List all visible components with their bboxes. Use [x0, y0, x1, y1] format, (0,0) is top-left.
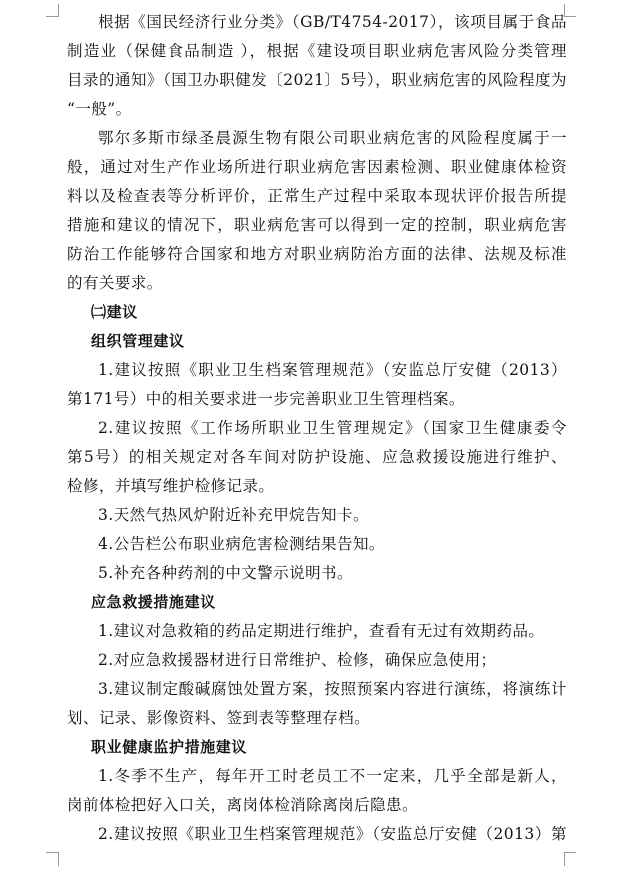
text-line: 般，通过对生产作业场所进行职业病危害因素检测、职业健康体检资	[67, 158, 567, 176]
org-item-5: 5.补充各种药剂的中文警示说明书。	[98, 564, 353, 582]
text-line: 第171号）中的相关要求进一步完善职业卫生管理档案。	[67, 390, 465, 408]
text-line: “一般”。	[67, 100, 132, 118]
subheading-health-surveillance: 职业健康监护措施建议	[91, 738, 248, 756]
text-line: 岗前体检把好入口关，离岗体检消除离岗后隐患。	[67, 796, 418, 814]
text-line: 检修，并填写维护检修记录。	[67, 477, 275, 495]
text-line: 1.建议按照《职业卫生档案管理规范》（安监总厅安健（2013）	[98, 361, 567, 379]
emergency-item-1: 1.建议对急救箱的药品定期进行维护，查看有无过有效期药品。	[98, 622, 545, 640]
text-line: 1.冬季不生产，每年开工时老员工不一定来，几乎全部是新人，	[98, 767, 567, 785]
text-line: 目录的通知》（国卫办职健发〔2021〕5号），职业病危害的风险程度为	[67, 71, 567, 89]
margin-mark-bottom-left-h	[46, 852, 58, 853]
margin-mark-bottom-left	[58, 852, 59, 866]
text-line: 制造业（保健食品制造 ），根据《建设项目职业病危害风险分类管理	[67, 42, 567, 60]
document-body	[67, 8, 567, 849]
section-heading: ㈡建议	[91, 303, 138, 321]
text-line: 鄂尔多斯市绿圣晨源生物有限公司职业病危害的风险程度属于一	[98, 129, 567, 147]
subheading-emergency-rescue: 应急救援措施建议	[91, 593, 216, 611]
subheading-org-management: 组织管理建议	[91, 332, 185, 350]
text-line: 第5号）的相关规定对各车间对防护设施、应急救援设施进行维护、	[67, 448, 567, 466]
text-line: 2.建议按照《工作场所职业卫生管理规定》（国家卫生健康委令	[98, 419, 567, 437]
org-item-3: 3.天然气热风炉附近补充甲烷告知卡。	[98, 506, 369, 524]
text-line: 划、记录、影像资料、签到表等整理存档。	[67, 709, 371, 727]
text-line: 3.建议制定酸碱腐蚀处置方案，按照预案内容进行演练，将演练计	[98, 680, 567, 698]
margin-mark-bottom-right	[564, 852, 565, 866]
text-line: 的有关要求。	[67, 274, 163, 292]
text-line: 防治工作能够符合国家和地方对职业病防治方面的法律、法规及标准	[67, 245, 567, 263]
org-item-4: 4.公告栏公布职业病危害检测结果告知。	[98, 535, 385, 553]
emergency-item-3	[67, 675, 567, 733]
health-item-2: 2.建议按照《职业卫生档案管理规范》（安监总厅安健（2013）第	[98, 825, 567, 843]
margin-mark-top-left	[58, 4, 59, 17]
org-item-1	[67, 356, 567, 414]
emergency-item-2: 2.对应急救援器材进行日常维护、检修，确保应急使用；	[98, 651, 497, 669]
paragraph-risk-classification	[67, 8, 567, 124]
health-item-1	[67, 762, 567, 820]
paragraph-risk-conclusion	[67, 124, 567, 298]
text-line: 料以及检查表等分析评价，正常生产过程中采取本现状评价报告所提	[67, 187, 567, 205]
text-line: 措施和建议的情况下，职业病危害可以得到一定的控制，职业病危害	[67, 216, 567, 234]
margin-mark-top-left-h	[46, 16, 58, 17]
org-item-2	[67, 414, 567, 501]
text-line: 根据《国民经济行业分类》（GB/T4754-2017），该项目属于食品	[98, 13, 567, 31]
margin-mark-bottom-right-h	[564, 852, 576, 853]
